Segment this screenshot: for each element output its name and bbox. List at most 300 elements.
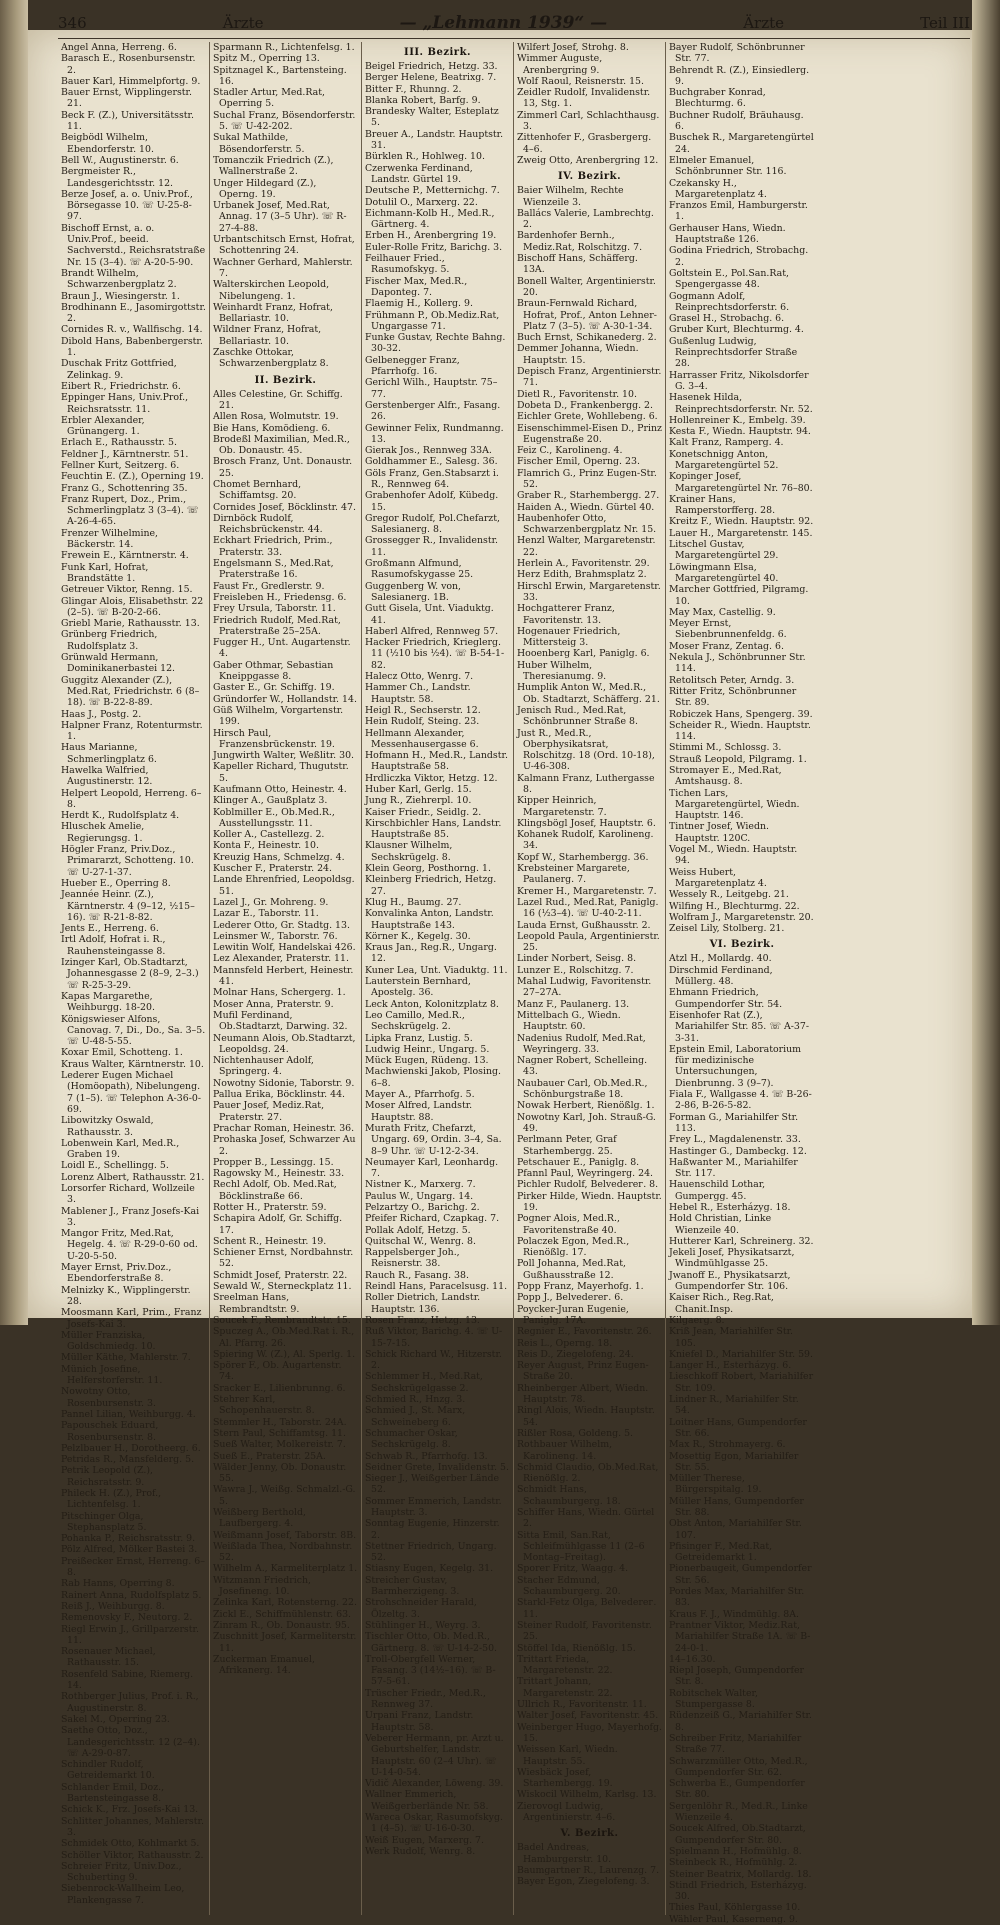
directory-entry: Bauer Karl, Himmelpfortg. 9.: [61, 75, 201, 87]
directory-entry: Walter Josef, Favoritenstr. 45.: [517, 1710, 659, 1722]
directory-entry: Frühmann P., Ob.Mediz.Rat, Ungargasse 71.: [365, 309, 500, 332]
directory-entry: Gierak Jos., Rennweg 33A.: [365, 445, 492, 457]
directory-entry: Rheinberger Albert, Wiedn. Hauptstr. 78.: [517, 1382, 649, 1406]
directory-entry: Czerwenka Ferdinand, Landstr. Gürtel 19.: [365, 162, 473, 185]
directory-entry: Moser Franz, Zentag. 6.: [669, 640, 784, 652]
directory-entry: Kipper Heinrich, Margaretenstr. 7.: [517, 795, 607, 818]
directory-entry: Herz Edith, Brahmsplatz 2.: [517, 569, 647, 581]
directory-entry: Müller Hans, Gumpendorfer Str. 88.: [669, 1495, 804, 1518]
directory-entry: Zierovogl Ludwig, Argentinierstr. 4–6.: [517, 1800, 616, 1824]
directory-entry: Zinram R., Ob. Donaustr. 95.: [213, 1619, 350, 1631]
directory-entry: Tischler Otto, Ob. Med.R., Gärtnerg. 8. ☏ U-14-2-50.: [365, 1631, 498, 1654]
directory-entry: Vogel M., Wiedn. Hauptstr. 94.: [669, 844, 798, 867]
directory-columns: [58, 42, 970, 1925]
directory-entry: Litschel Gustav, Margaretengürtel 29.: [669, 539, 779, 562]
directory-entry: Pallua Erika, Böcklinstr. 44.: [213, 1089, 346, 1101]
directory-entry: Sracker E., Lilienbrunng. 6.: [213, 1382, 346, 1394]
directory-entry: Guggitz Alexander (Z.), Med.Rat, Friedrichstr. 6 (8–18). ☏ B-22-8-89.: [61, 674, 200, 709]
directory-entry: Brodhinann E., Jasomirgottstr. 2.: [61, 301, 206, 325]
directory-entry: Beck F. (Z.), Universitätsstr. 11.: [61, 109, 194, 133]
directory-entry: Melnizky K., Wipplingerstr. 28.: [61, 1284, 191, 1307]
directory-entry: Mayer A., Pfarrhofg. 5.: [365, 1089, 475, 1101]
directory-entry: Gaber Othmar, Sebastian Kneippgasse 8.: [213, 659, 334, 683]
directory-entry: Zeidler Rudolf, Invalidenstr. 13, Stg. 1.: [517, 87, 651, 110]
directory-entry: Gerstenberger Alfr., Fasang. 26.: [365, 399, 501, 423]
directory-entry: Gründorfer W., Hollandstr. 14.: [213, 693, 357, 705]
page-number: 346: [58, 14, 87, 32]
directory-entry: Erlach E., Rathausstr. 5.: [61, 437, 178, 449]
directory-entry: Bardenhofer Bernh., Mediz.Rat, Rolschitzg. 7.: [517, 230, 643, 253]
directory-entry: Stöffel Ida, Rienößlg. 15.: [517, 1642, 636, 1654]
directory-entry: Ringl Alois, Wiedn. Hauptstr. 54.: [517, 1405, 655, 1428]
directory-entry: Schwab R., Pfarrhofg. 13.: [365, 1450, 488, 1462]
directory-entry: Feiz C., Karolineng. 4.: [517, 445, 623, 457]
directory-entry: Weiss Hubert, Margaretenplatz 4.: [669, 866, 767, 889]
directory-entry: Trittart Johann, Margaretenstr. 22.: [517, 1676, 613, 1699]
directory-entry: Grünberg Friedrich, Rudolfsplatz 3.: [61, 629, 158, 652]
directory-entry: Funk Karl, Hofrat, Brandstätte 1.: [61, 561, 149, 584]
directory-entry: Schmidt Josef, Praterstr. 22.: [213, 1269, 348, 1281]
column-2: [210, 42, 362, 1915]
directory-entry: Frey L., Magdalenenstr. 33.: [669, 1134, 801, 1146]
directory-entry: Lazel J., Gr. Mohreng. 9.: [213, 896, 329, 908]
directory-entry: Duschak Fritz Gottfried, Zelinkag. 9.: [61, 358, 177, 381]
directory-entry: Wolfram J., Margaretenstr. 20.: [669, 911, 814, 923]
directory-entry: Lorsorfer Richard, Wollzeile 3.: [61, 1182, 195, 1206]
directory-entry: Trittart Frieda, Margaretenstr. 22.: [517, 1653, 613, 1677]
directory-entry: Kapas Margarethe, Weihburgg. 18-20.: [61, 990, 155, 1014]
directory-entry: Czekansky H., Margaretenplatz 4.: [669, 177, 767, 200]
directory-entry: Eibert R., Friedrichstr. 6.: [61, 380, 181, 392]
directory-entry: Buschek R., Margaretengürtel 24.: [669, 132, 814, 155]
directory-entry: Max R., Strohmayerg. 6.: [669, 1439, 786, 1451]
directory-entry: Beigbödl Wilhelm, Ebendorferstr. 10.: [61, 132, 154, 155]
directory-entry: Angel Anna, Herreng. 6.: [61, 42, 177, 53]
directory-entry: Paulus W., Ungarg. 14.: [365, 1190, 474, 1202]
directory-entry: Glingar Alois, Elisabethstr. 22 (2–5). ☏ B-20-2-66.: [61, 595, 204, 618]
directory-entry: Nowotny Karl, Joh. Strauß-G. 49.: [517, 1111, 656, 1134]
directory-entry: Moser Anna, Praterstr. 9.: [213, 998, 334, 1010]
directory-entry: Izinger Karl, Ob.Stadtarzt, Johannesgasse 2 (8–9, 2–3.) ☏ R-25-3-29.: [61, 957, 199, 991]
directory-entry: Lorenz Albert, Rathausstr. 21.: [61, 1171, 205, 1183]
directory-entry: Tintner Josef, Wiedn. Hauptstr. 120C.: [669, 821, 769, 844]
directory-entry: Witzmann Friedrich, Josefineng. 10.: [213, 1574, 311, 1598]
directory-entry: Sitta Emil, San.Rat, Schleifmühlgasse 11 (2–6 Montag–Freitag).: [517, 1529, 645, 1564]
directory-entry: Quitschal W., Wenrg. 8.: [365, 1235, 476, 1247]
directory-entry: Haubenhofer Otto, Schwarzenbergplatz Nr. 15.: [517, 512, 657, 536]
directory-entry: Faust Fr., Gredlerstr. 9.: [213, 580, 325, 592]
directory-entry: Münich Josefine, Helferstorferstr. 11.: [61, 1363, 163, 1387]
directory-entry: Robiczek Hans, Spengerg. 39.: [669, 708, 813, 720]
directory-entry: Thies Paul, Köhlergasse 10.: [669, 1902, 801, 1914]
directory-entry: Hold Christian, Linke Wienzeile 40.: [669, 1213, 772, 1236]
directory-entry: Krebsteiner Margarete, Paulanerg. 7.: [517, 863, 630, 886]
directory-entry: Breuer A., Landstr. Hauptstr. 31.: [365, 128, 504, 152]
directory-entry: Mablener J., Franz Josefs-Kai 3.: [61, 1205, 200, 1228]
directory-entry: Lindner R., Mariahilfer Str. 54.: [669, 1394, 799, 1417]
directory-entry: Bayer Rudolf, Schönbrunner Str. 77.: [669, 42, 805, 65]
directory-entry: Gogmann Adolf, Reinprechtsdorferstr. 6.: [669, 290, 790, 313]
directory-entry: Schreier Fritz, Univ.Doz., Schuberting 9.: [61, 1860, 182, 1884]
directory-entry: Elmeler Emanuel, Schönbrunner Str. 116.: [669, 154, 787, 178]
directory-entry: Lande Ehrenfried, Leopoldsg. 51.: [213, 874, 355, 897]
directory-entry: Veberer Hermann, pr. Arzt u. Geburtshelfer, Landstr. Hauptstr. 60 (2–4 Uhr). ☏ U-14-0-54.: [365, 1732, 504, 1778]
directory-entry: Zickl E., Schiffmühlenstr. 63.: [213, 1608, 352, 1620]
directory-entry: Bell W., Augustinerstr. 6.: [61, 154, 179, 166]
directory-entry: Funke Gustav, Rechte Bahng. 30-32.: [365, 332, 506, 355]
directory-entry: Schwerba E., Gumpendorfer Str. 80.: [669, 1778, 805, 1801]
directory-entry: Hauenschild Lothar, Gumpergg. 45.: [669, 1179, 766, 1202]
directory-entry: Starkl-Fetz Olga, Belvederег. 11.: [517, 1597, 657, 1620]
directory-entry: Scheider R., Wiedn. Hauptstr. 114.: [669, 719, 811, 743]
directory-entry: Schmidt Hans, Schaumburgerg. 18.: [517, 1484, 621, 1507]
directory-entry: Perlmann Peter, Graf Starhembergg. 25.: [517, 1134, 617, 1157]
directory-entry: Bürklen R., Hohlweg. 10.: [365, 151, 485, 163]
directory-entry: Lauterstein Bernhard, Apostelg. 36.: [365, 976, 471, 999]
directory-entry: Schent R., Heinestr. 19.: [213, 1235, 327, 1247]
directory-entry: Koller A., Castellezg. 2.: [213, 829, 325, 841]
directory-entry: Sakel M., Operring 23.: [61, 1713, 170, 1725]
directory-entry: Schmied R., Hnzg. 3.: [365, 1394, 466, 1406]
directory-entry: Kalt Franz, Ramperg. 4.: [669, 437, 784, 449]
column-1: [58, 42, 210, 1915]
directory-entry: Sporer Fritz, Waagg. 4.: [517, 1563, 629, 1575]
directory-entry: Deutsche P., Metternichg. 7.: [365, 185, 500, 197]
directory-entry: Mück Eugen, Rüdeng. 13.: [365, 1055, 489, 1067]
directory-entry: Eisenschimmel-Eisen D., Prinz Eugenstraße 20.: [517, 422, 662, 445]
directory-entry: Eckhart Friedrich, Prim., Praterstr. 33.: [213, 535, 333, 558]
directory-entry: Nowak Herbert, Rienößlg. 1.: [517, 1100, 655, 1112]
directory-entry: Hasenek Hilda, Reinprechtsdorferstr. Nr. 52.: [669, 392, 813, 415]
header-right-title: Ärzte: [743, 14, 785, 32]
column-5: [666, 42, 818, 1925]
directory-entry: Spiering W. (Z.), Al. Sperlg. 1.: [213, 1348, 356, 1360]
district-heading: V. Bezirk.: [560, 1828, 619, 1840]
directory-entry: Güß Wilhelm, Vorgartenstr. 199.: [213, 704, 344, 728]
directory-entry: Rab Hanns, Operring 8.: [61, 1578, 175, 1590]
directory-entry: Kleinberg Friedrich, Hetzg. 27.: [365, 874, 497, 897]
directory-entry: Godina Friedrich, Strobachg. 2.: [669, 245, 809, 268]
district-heading: VI. Bezirk.: [709, 939, 775, 951]
directory-entry: Pordes Max, Mariahilfer Str. 83.: [669, 1586, 805, 1609]
directory-entry: Kopinger Josef, Margaretengürtel Nr. 76–80.: [669, 471, 813, 494]
directory-entry: Polaczek Egon, Med.R., Rienößlg. 17.: [517, 1235, 630, 1259]
directory-entry: Pelzlbauer H., Dorotheerg. 6.: [61, 1442, 201, 1454]
directory-entry: Högler Franz, Priv.Doz., Primararzt, Schotteng. 10. ☏ U-27-1-37.: [61, 844, 194, 878]
directory-entry: Gelbenegger Franz, Pfarrhofg. 16.: [365, 354, 460, 378]
directory-entry: Kuner Lea, Unt. Viaduktg. 11.: [365, 964, 508, 976]
directory-entry: Chomet Bernhard, Schiffamtsg. 20.: [213, 478, 302, 502]
directory-entry: Haberl Alfred, Rennweg 57.: [365, 625, 499, 637]
directory-entry: Fiala F., Wallgasse 4. ☏ B-26-2-86, B-26-5-82.: [669, 1089, 812, 1112]
directory-entry: Eisenhofer Rat (Z.), Mariahilfer Str. 85. ☏ A-37-3-31.: [669, 1009, 809, 1044]
directory-entry: Haßwanter M., Mariahilfer Str. 117.: [669, 1156, 798, 1180]
directory-entry: Weinhardt Franz, Hofrat, Bellariastr. 10.: [213, 301, 333, 325]
directory-entry: Schick K., Frz. Josefs-Kai 13.: [61, 1804, 199, 1816]
directory-entry: Ballács Valerie, Lambrechtg. 2.: [517, 207, 654, 231]
directory-entry: Poycker-Juran Eugenie, Paniglg. 17A.: [517, 1303, 629, 1326]
directory-entry: Sonntag Eugenie, Hinzerstr. 2.: [365, 1518, 500, 1541]
directory-entry: Vidič Alexander, Löweng. 39.: [365, 1778, 504, 1790]
directory-entry: Dobeta D., Frankenbergg. 2.: [517, 399, 653, 411]
directory-entry: Klug H., Baumg. 27.: [365, 896, 462, 908]
directory-entry: Ritter Fritz, Schönbrunner Str. 89.: [669, 685, 797, 709]
directory-entry: Dotulil O., Marxerg. 22.: [365, 196, 478, 208]
directory-entry: Sueß E., Praterstr. 25A.: [213, 1450, 326, 1462]
directory-entry: Prachar Roman, Heinestr. 36.: [213, 1122, 355, 1134]
directory-entry: Lewitin Wolf, Handelskai 426.: [213, 942, 356, 954]
directory-entry: Königswieser Alfons, Canovag. 7, Di., Do., Sa. 3–5. ☏ U-48-5-55.: [61, 1013, 206, 1048]
directory-entry: Buch Ernst, Schikanederg. 2.: [517, 332, 657, 344]
directory-entry: Freisleben H., Friedensg. 6.: [213, 591, 347, 603]
directory-entry: Nadenius Rudolf, Med.Rat, Weyringerg. 33.: [517, 1032, 646, 1055]
directory-entry: Rosenfeld Sabine, Riemerg. 14.: [61, 1668, 194, 1692]
directory-entry: Feilhauer Fried., Rasumofskyg. 5.: [365, 253, 450, 276]
directory-entry: Behrendt R. (Z.), Einsiedlerg. 9.: [669, 64, 810, 87]
directory-entry: Barasch E., Rosenbursenstr. 2.: [61, 53, 196, 76]
directory-entry: Neumann Alois, Ob.Stadtarzt, Leopoldsg. 24.: [213, 1032, 356, 1055]
directory-entry: Pichler Rudolf, Belvederег. 8.: [517, 1179, 659, 1191]
directory-entry: Klein Georg, Posthorng. 1.: [365, 863, 491, 875]
directory-entry: Franzos Emil, Hamburgerstr. 1.: [669, 200, 808, 223]
column-3: [362, 42, 514, 1915]
directory-entry: Ruß Viktor, Barichg. 4. ☏ U-15-7-15.: [365, 1326, 503, 1349]
directory-entry: Meyer Ernst, Siebenbrunnenfeldg. 6.: [669, 618, 787, 641]
directory-entry: Spuczeg A., Ob.Med.Rat i. R., Al. Pfarrg. 26.: [213, 1326, 355, 1349]
directory-entry: Kilgaerg. 8.: [669, 1314, 725, 1326]
directory-entry: Fugger H., Unt. Augartenstr. 4.: [213, 637, 351, 660]
directory-entry: Hrdliczka Viktor, Hetzg. 12.: [365, 772, 498, 784]
directory-entry: Hellmann Alexander, Messenhausergasse 6.: [365, 727, 479, 750]
directory-entry: Hochgatterer Franz, Favoritenstr. 13.: [517, 603, 615, 626]
directory-entry: Weißmann Josef, Taborstr. 8B.: [213, 1529, 357, 1541]
directory-entry: Ragowsky M., Heinestr. 33.: [213, 1168, 345, 1180]
directory-entry: Epstein Emil, Laboratorium für medizinische Untersuchungen, Dienbrunng. 3 (9–7).: [669, 1043, 802, 1089]
directory-entry: Grossegger R., Invalidenstr. 11.: [365, 535, 499, 558]
directory-entry: Mannsfeld Herbert, Heinestr. 41.: [213, 964, 354, 988]
directory-entry: Baier Wilhelm, Rechte Wienzeile 3.: [517, 185, 624, 208]
directory-entry: Jents E., Herreng. 6.: [61, 923, 159, 935]
directory-entry: Siebenrock-Wallheim Leo, Plankengasse 7.: [61, 1883, 185, 1906]
directory-entry: Pirker Hilde, Wiedn. Hauptstr. 19.: [517, 1190, 662, 1213]
directory-entry: Sparmann R., Lichtenfelsg. 1.: [213, 42, 355, 53]
directory-entry: Jenisch Rud., Med.Rat, Schönbrunner Straße 8.: [517, 704, 638, 728]
directory-entry: Rainert Anna, Rudolfsplatz 5.: [61, 1589, 202, 1601]
directory-entry: Neumayer Karl, Leonhardg. 7.: [365, 1156, 499, 1180]
directory-entry: Bayer Egon, Ziegelofeng. 3.: [517, 1876, 650, 1888]
directory-entry: Regnier E., Favoritenstr. 26.: [517, 1326, 652, 1338]
directory-entry: Koxar Emil, Schotteng. 1.: [61, 1047, 183, 1059]
directory-entry: Strauß Leopold, Pilgramg. 1.: [669, 753, 807, 765]
directory-entry: Konetschnigg Anton, Margaretengürtel 52.: [669, 448, 779, 471]
directory-entry: Löwingmann Elsa, Margaretengürtel 40.: [669, 561, 779, 584]
directory-entry: Zeisel Lily, Stolberg. 21.: [669, 923, 785, 935]
directory-entry: Murath Fritz, Chefarzt, Ungarg. 69, Ordin. 3–4, Sa. 8–9 Uhr. ☏ U-12-2-34.: [365, 1122, 502, 1157]
directory-entry: Hirsch Paul, Franzensbrückenstr. 19.: [213, 727, 335, 750]
directory-entry: Halecz Otto, Wenrg. 7.: [365, 671, 474, 683]
directory-entry: Gerhauser Hans, Wiedn. Hauptstraße 126.: [669, 222, 786, 246]
directory-entry: Kopf W., Starhembergg. 36.: [517, 851, 649, 863]
directory-entry: Getreuer Viktor, Renng. 15.: [61, 584, 193, 596]
directory-entry: Prantner Viktor, Mediz.Rat, Mariahilfer Straße 1A. ☏ B-24-0-1.: [669, 1619, 811, 1654]
directory-entry: Remenovsky F., Neutorg. 2.: [61, 1612, 193, 1624]
directory-entry: 14–16.30.: [669, 1653, 716, 1665]
directory-entry: Klinger A., Gaußplatz 3.: [213, 795, 328, 807]
district-heading: II. Bezirk.: [254, 374, 317, 386]
directory-entry: Mahal Ludwig, Favoritenstr. 27–27A.: [517, 976, 652, 999]
directory-entry: Baumgartner R., Laurenzg. 7.: [517, 1864, 660, 1876]
directory-entry: Cornides R. v., Wallfischg. 14.: [61, 324, 203, 336]
directory-entry: Reyer August, Prinz Eugen-Straße 20.: [517, 1360, 649, 1383]
directory-entry: Gaster E., Gr. Schiffg. 19.: [213, 682, 335, 694]
directory-entry: Unger Hildegard (Z.), Operng. 19.: [213, 177, 317, 200]
column-4: [514, 42, 666, 1915]
directory-entry: Leck Anton, Kolonitzplatz 8.: [365, 998, 499, 1010]
directory-entry: Popp Franz, Mayerhofg. 1.: [517, 1281, 644, 1293]
directory-entry: Hutterer Karl, Schreinerg. 32.: [669, 1235, 814, 1247]
directory-entry: Bitter F., Rhunng. 2.: [365, 83, 462, 95]
directory-entry: Mufil Ferdinand, Ob.Stadtarzt, Darwing. 32.: [213, 1009, 348, 1033]
directory-entry: Kniefel D., Mariahilfer Str. 59.: [669, 1348, 813, 1360]
directory-entry: Kaufmann Otto, Heinestr. 4.: [213, 784, 347, 795]
directory-entry: Berze Josef, a. o. Univ.Prof., Börsegasse 10. ☏ U-25-8-97.: [61, 188, 193, 223]
directory-entry: Brandesky Walter, Esteplatz 5.: [365, 106, 499, 129]
directory-entry: Harrasser Fritz, Nikolsdorfer G. 3–4.: [669, 369, 809, 392]
directory-entry: Nagner Robert, Schelleing. 43.: [517, 1055, 648, 1078]
directory-entry: Haiden A., Wiedn. Gürtel 40.: [517, 501, 655, 513]
directory-entry: Fischer Emil, Operng. 23.: [517, 456, 640, 468]
directory-entry: Humplik Anton W., Med.R., Ob. Stadtarzt, Schäfferg. 21.: [517, 682, 660, 705]
directory-entry: Strohschneider Harald, Ölzeltg. 3.: [365, 1597, 477, 1620]
directory-entry: Dirnböck Rudolf, Reichsbrückenstr. 44.: [213, 512, 323, 536]
directory-entry: Wessely R., Leitgebg. 21.: [669, 889, 789, 901]
directory-entry: Erbler Alexander, Grünangerg. 1.: [61, 414, 145, 438]
directory-entry: Pannel Lilian, Weihburgg. 4.: [61, 1408, 196, 1420]
directory-entry: Petschauer E., Paniglg. 8.: [517, 1156, 640, 1168]
directory-entry: Machwienski Jakob, Plosing. 6–8.: [365, 1066, 501, 1089]
directory-entry: Popp J., Belvederег. 6.: [517, 1292, 624, 1304]
directory-entry: Leopold Paula, Argentinierstr. 25.: [517, 930, 660, 954]
directory-entry: Eichler Grete, Wohllebeng. 6.: [517, 411, 658, 423]
directory-entry: Dibold Hans, Babenbergerstr. 1.: [61, 335, 203, 359]
directory-entry: Hebel R., Esterházyg. 18.: [669, 1201, 791, 1213]
directory-entry: Henzl Walter, Margaretenstr. 22.: [517, 535, 656, 558]
directory-entry: Erben H., Arenbergring 19.: [365, 230, 497, 242]
directory-entry: Brandt Wilhelm, Schwarzenbergplatz 2.: [61, 267, 177, 291]
directory-entry: Schapira Adolf, Gr. Schiffg. 17.: [213, 1213, 343, 1236]
directory-entry: Reis L., Operng. 18.: [517, 1337, 613, 1349]
directory-entry: Hofmann H., Med.R., Landstr. Hauptstraße 58.: [365, 750, 508, 773]
directory-entry: Lazel Rud., Med.Rat, Paniglg. 16 (½3–4). ☏ U-40-2-11.: [517, 896, 659, 920]
directory-entry: Rothberger Julius, Prof. i. R., Augustinerstr. 8.: [61, 1691, 199, 1714]
directory-entry: Müller Franziska, Goldschmiedg. 10.: [61, 1329, 156, 1353]
directory-entry: Libowitzky Oswald, Rathausstr. 3.: [61, 1115, 154, 1138]
directory-entry: Mangor Fritz, Med.Rat, Hegelg. 4. ☏ R-29-0-60 od. U-20-5-50.: [61, 1228, 198, 1262]
directory-entry: Walterskirchen Leopold, Nibelungeng. 1.: [213, 279, 330, 302]
directory-entry: Zaschke Ottokar, Schwarzenbergplatz 8.: [213, 347, 329, 370]
directory-entry: Nichtenhauser Adolf, Springerg. 4.: [213, 1055, 314, 1078]
directory-entry: Lazar E., Taborstr. 11.: [213, 908, 319, 920]
directory-entry: Guggenberg W. von, Salesianerg. 1B.: [365, 580, 462, 603]
directory-entry: Schindler Rudolf, Getreidemarkt 10.: [61, 1759, 155, 1782]
directory-entry: Körner K., Kegelg. 30.: [365, 930, 471, 942]
directory-entry: Schick Richard W., Hitzerstr. 2.: [365, 1348, 502, 1372]
directory-entry: Hollenreiner K., Embelg. 39.: [669, 414, 806, 426]
directory-entry: Graber R., Starhembergg. 27.: [517, 490, 660, 502]
directory-entry: Urbantschitsch Ernst, Hofrat, Schottenring 24.: [213, 234, 355, 257]
directory-entry: Wähler Paul, Kaserneng. 9.: [669, 1913, 798, 1925]
page-header: [58, 10, 970, 36]
directory-entry: Moosmann Karl, Prim., Franz Josefs-Kai 3.: [61, 1307, 202, 1330]
directory-entry: Reis D., Ziegelofeng. 24.: [517, 1348, 634, 1360]
directory-entry: Zweig Otto, Arenbergring 12.: [517, 154, 659, 166]
directory-entry: Stehrer Karl, Schopenhauerstr. 8.: [213, 1394, 315, 1417]
directory-entry: Fischer Max, Med.R., Daponteg. 7.: [365, 275, 468, 298]
directory-entry: Schöller Viktor, Rathausstr. 2.: [61, 1849, 204, 1861]
directory-entry: Zelinka Karl, Rotensterng. 22.: [213, 1597, 357, 1609]
directory-entry: Goldhammer E., Salesg. 36.: [365, 456, 498, 468]
directory-entry: Lobenwein Karl, Med.R., Graben 19.: [61, 1137, 180, 1161]
directory-entry: Propper B., Lessingg. 15.: [213, 1156, 334, 1168]
directory-entry: Saethe Otto, Doz., Landesgerichtsstr. 12 (2–4). ☏ A-29-0-87.: [61, 1725, 200, 1759]
directory-entry: Sreelman Hans, Rembrandtstr. 9.: [213, 1292, 300, 1315]
directory-entry: Herdt K., Rudolfsplatz 4.: [61, 810, 180, 822]
directory-entry: Rechl Adolf, Ob. Med.Rat, Böcklinstraße 66.: [213, 1179, 337, 1202]
directory-entry: Großmann Alfmund, Rasumofskygasse 25.: [365, 558, 474, 581]
directory-entry: Bauer Ernst, Wipplingerstr. 21.: [61, 87, 192, 110]
directory-entry: Rothbauer Wilhelm, Karolineng. 14.: [517, 1439, 613, 1462]
directory-entry: Huber Karl, Gerlg. 15.: [365, 784, 472, 795]
directory-entry: Rosen Franz, Hetzg. 13.: [365, 1314, 480, 1326]
district-heading: III. Bezirk.: [404, 47, 471, 58]
directory-entry: Steiner Rudolf, Favoritenstr. 25.: [517, 1619, 652, 1643]
directory-entry: Frey Ursula, Taborstr. 11.: [213, 603, 336, 615]
directory-entry: Feldner J., Kärntnerstr. 51.: [61, 448, 189, 460]
directory-entry: Bonell Walter, Argentinierstr. 20.: [517, 275, 656, 298]
directory-entry: Stühlinger H., Weyrg. 3.: [365, 1619, 481, 1631]
directory-entry: Gußenlug Ludwig, Reinprechtsdorfer Straße 28.: [669, 335, 798, 370]
directory-entry: Depisch Franz, Argentinierstr. 71.: [517, 366, 662, 389]
directory-entry: Pitschinger Olga, Stephansplatz 5.: [61, 1510, 147, 1533]
directory-entry: Gerichl Wilh., Hauptstr. 75–77.: [365, 377, 498, 400]
directory-entry: Krainer Hans, Ramperstorfferg. 28.: [669, 493, 776, 517]
directory-entry: Forman G., Mariahilfer Str. 113.: [669, 1111, 799, 1134]
directory-entry: Tichen Lars, Margaretengürtel, Wiedn. Hauptstr. 146.: [669, 787, 800, 822]
directory-entry: Schmidek Otto, Kohlmarkt 5.: [61, 1838, 200, 1850]
directory-entry: Heigl R., Sechserstr. 12.: [365, 704, 481, 716]
directory-entry: Rappelsberger Joh., Reisnerstr. 38.: [365, 1247, 460, 1270]
directory-entry: Suchal Franz, Bösendorferstr. 5. ☏ U-42-202.: [213, 109, 356, 133]
directory-entry: Hluschek Amelie, Regierungsg. 1.: [61, 821, 145, 844]
directory-entry: Wolf Raoul, Reisnerstr. 15.: [517, 75, 644, 87]
directory-entry: Zittenhofer F., Grasbergerg. 4–6.: [517, 132, 652, 155]
directory-entry: Stacher Edmund, Schaumburgerg. 20.: [517, 1574, 621, 1598]
directory-entry: Lez Alexander, Praterstr. 11.: [213, 953, 349, 965]
directory-entry: Klausner Wilhelm, Sechskrügelg. 8.: [365, 840, 453, 863]
directory-entry: Lauda Ernst, Gußhausstr. 2.: [517, 919, 651, 931]
directory-entry: Jungwirth Walter, Weßlitr. 30.: [213, 750, 355, 762]
directory-entry: Kirschbichler Hans, Landstr. Hauptstraße 85.: [365, 817, 502, 841]
directory-entry: Papouschek Eduard, Rosenbursenstr. 8.: [61, 1420, 159, 1443]
directory-entry: Göls Franz, Gen.Stabsarzt i. R., Rennweg 64.: [365, 467, 499, 490]
directory-entry: Lunzer E., Rolschitzg. 7.: [517, 964, 634, 976]
directory-entry: Roller Dietrich, Landstr. Hauptstr. 136.: [365, 1292, 481, 1315]
directory-entry: Dirschmid Ferdinand, Müllerg. 48.: [669, 964, 773, 988]
directory-entry: Gregor Rudolf, Pol.Chefarzt, Salesianerg. 8.: [365, 512, 500, 536]
directory-entry: Stemmler H., Taborstr. 24A.: [213, 1416, 347, 1428]
directory-entry: Hacker Friedrich, Krieglerg. 11 (½10 bis ½4). ☏ B-54-1-82.: [365, 637, 505, 671]
directory-entry: Loitner Hans, Gumpendorfer Str. 66.: [669, 1416, 807, 1439]
